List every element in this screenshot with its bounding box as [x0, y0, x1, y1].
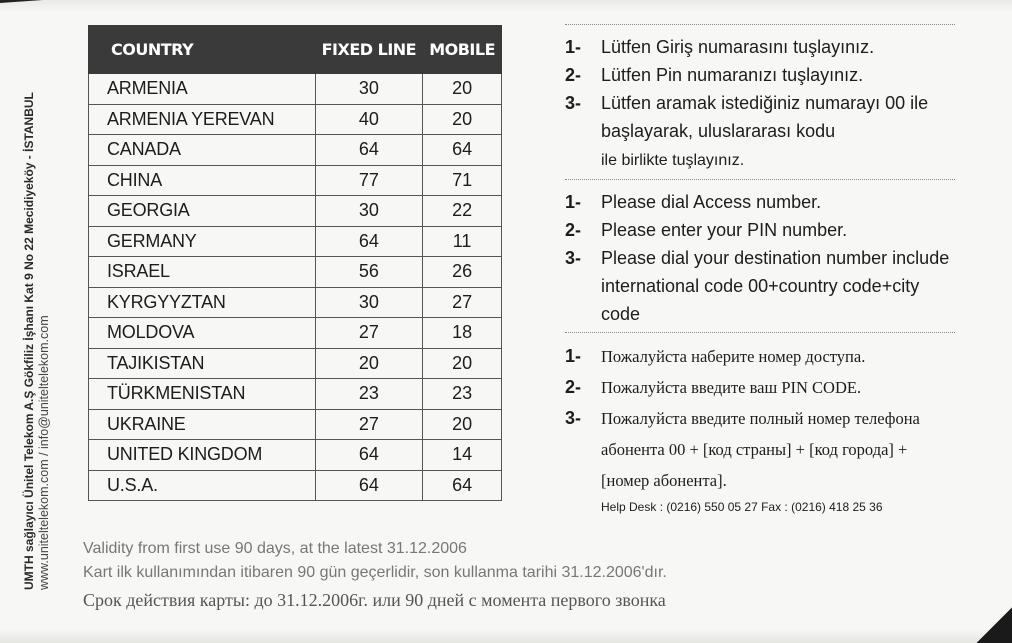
table-row: [89, 379, 502, 410]
step-number: 2-: [565, 65, 582, 85]
country-cell: UNITED KINGDOM: [89, 440, 316, 471]
rates-table: [88, 25, 502, 501]
step-ru-2: [565, 372, 955, 403]
instructions-english: [565, 179, 955, 328]
country-cell: UKRAINE: [89, 409, 316, 440]
mobile-cell: 20: [423, 104, 502, 135]
rates-body: [89, 73, 502, 501]
country-cell: ARMENIA YEREVAN: [89, 104, 316, 135]
fixed-line-cell: 64: [315, 440, 423, 471]
step-text: Lütfen Pin numaranızı tuşlayınız.: [601, 65, 864, 85]
table-row: [89, 440, 502, 471]
country-cell: ARMENIA: [89, 73, 316, 104]
step-en-3: [565, 244, 955, 328]
country-cell: MOLDOVA: [89, 318, 316, 349]
header-country: COUNTRY: [89, 26, 316, 74]
card-corner-mark: [972, 603, 1012, 643]
step-ru-3: [565, 403, 955, 496]
mobile-cell: 23: [423, 379, 502, 410]
rates-header-row: [89, 26, 502, 74]
fixed-line-cell: 27: [315, 318, 423, 349]
step-text-tail: ile birlikte tuşlayınız.: [601, 152, 745, 169]
validity-notes: [83, 537, 963, 615]
card-bottom-edge: [0, 629, 1012, 643]
country-cell: U.S.A.: [89, 470, 316, 501]
country-cell: GERMANY: [89, 226, 316, 257]
instructions-panel: [565, 24, 955, 518]
step-number: 1-: [565, 37, 582, 57]
step-text: Пожалуйста введите ваш PIN CODE.: [601, 378, 862, 397]
step-text: [601, 89, 955, 175]
fixed-line-cell: 64: [315, 226, 423, 257]
table-row: [89, 226, 502, 257]
instructions-russian: [565, 332, 955, 514]
fixed-line-cell: 30: [315, 287, 423, 318]
instructions-turkish: [565, 24, 955, 175]
mobile-cell: 11: [423, 226, 502, 257]
mobile-cell: 18: [423, 318, 502, 349]
table-row: [89, 348, 502, 379]
table-row: [89, 318, 502, 349]
step-en-1: [565, 188, 955, 216]
step-text: Please enter your PIN number.: [601, 220, 848, 240]
header-mobile: MOBILE: [423, 26, 502, 74]
step-text-main: Lütfen aramak istediğiniz numarayı 00 ile başlayarak, uluslararası kodu: [601, 93, 929, 141]
country-cell: TÜRKMENISTAN: [89, 379, 316, 410]
fixed-line-cell: 40: [315, 104, 423, 135]
company-address: UMTH sağlayıcı Ünitel Telekom A.Ş Gökfiliz İşhanı Kat 9 No 22 Mecidiyeköy - İSTANBUL: [22, 92, 36, 590]
step-text: Пожалуйста введите полный номер телефона абонента 00 + [код страны] + [код города] + [номер абонента].: [601, 409, 920, 490]
country-cell: GEORGIA: [89, 196, 316, 227]
card-corner-mark: [0, 0, 60, 17]
company-sidebar: [22, 30, 52, 590]
helpdesk-info: Help Desk : (0216) 550 05 27 Fax : (0216) 418 25 36: [601, 500, 883, 514]
fixed-line-cell: 64: [315, 135, 423, 166]
mobile-cell: 71: [423, 165, 502, 196]
mobile-cell: 22: [423, 196, 502, 227]
step-number: 3-: [565, 248, 582, 268]
validity-turkish: Kart ilk kullanımından itibaren 90 gün geçerlidir, son kullanma tarihi 31.12.2006'dır.: [83, 564, 667, 581]
mobile-cell: 27: [423, 287, 502, 318]
mobile-cell: 20: [423, 73, 502, 104]
validity-russian: Срок действия карты: до 31.12.2006г. или 90 дней с момента первого звонка: [83, 590, 666, 610]
mobile-cell: 64: [423, 470, 502, 501]
step-text: Пожалуйста наберите номер доступа.: [601, 347, 866, 366]
fixed-line-cell: 77: [315, 165, 423, 196]
validity-english: Validity from first use 90 days, at the latest 31.12.2006: [83, 540, 467, 557]
fixed-line-cell: 30: [315, 196, 423, 227]
fixed-line-cell: 23: [315, 379, 423, 410]
table-row: [89, 104, 502, 135]
step-text: Please dial your destination number include international code 00+country code+city code: [601, 248, 950, 324]
table-row: [89, 409, 502, 440]
fixed-line-cell: 64: [315, 470, 423, 501]
step-number: 1-: [565, 346, 582, 366]
mobile-cell: 64: [423, 135, 502, 166]
fixed-line-cell: 20: [315, 348, 423, 379]
table-row: [89, 257, 502, 288]
step-tr-1: [565, 33, 955, 61]
country-cell: ISRAEL: [89, 257, 316, 288]
mobile-cell: 20: [423, 348, 502, 379]
country-cell: CANADA: [89, 135, 316, 166]
step-number: 3-: [565, 93, 582, 113]
mobile-cell: 20: [423, 409, 502, 440]
country-cell: KYRGYYZTAN: [89, 287, 316, 318]
step-number: 2-: [565, 377, 582, 397]
step-tr-2: [565, 61, 955, 89]
step-text: Please dial Access number.: [601, 192, 822, 212]
card-top-edge: [0, 0, 1012, 12]
country-cell: CHINA: [89, 165, 316, 196]
table-row: [89, 287, 502, 318]
step-text: Lütfen Giriş numarasını tuşlayınız.: [601, 37, 875, 57]
fixed-line-cell: 30: [315, 73, 423, 104]
table-row: [89, 196, 502, 227]
step-ru-1: [565, 341, 955, 372]
step-number: 3-: [565, 408, 582, 428]
step-tr-3: [565, 89, 955, 175]
table-row: [89, 165, 502, 196]
header-fixed-line: FIXED LINE: [315, 26, 423, 74]
table-row: [89, 470, 502, 501]
step-number: 1-: [565, 192, 582, 212]
mobile-cell: 14: [423, 440, 502, 471]
table-row: [89, 135, 502, 166]
fixed-line-cell: 27: [315, 409, 423, 440]
step-en-2: [565, 216, 955, 244]
country-cell: TAJIKISTAN: [89, 348, 316, 379]
table-row: [89, 73, 502, 104]
fixed-line-cell: 56: [315, 257, 423, 288]
mobile-cell: 26: [423, 257, 502, 288]
company-contact: www.uniteltelekom.com / info@uniteltelekom.com: [37, 315, 51, 590]
step-number: 2-: [565, 220, 582, 240]
